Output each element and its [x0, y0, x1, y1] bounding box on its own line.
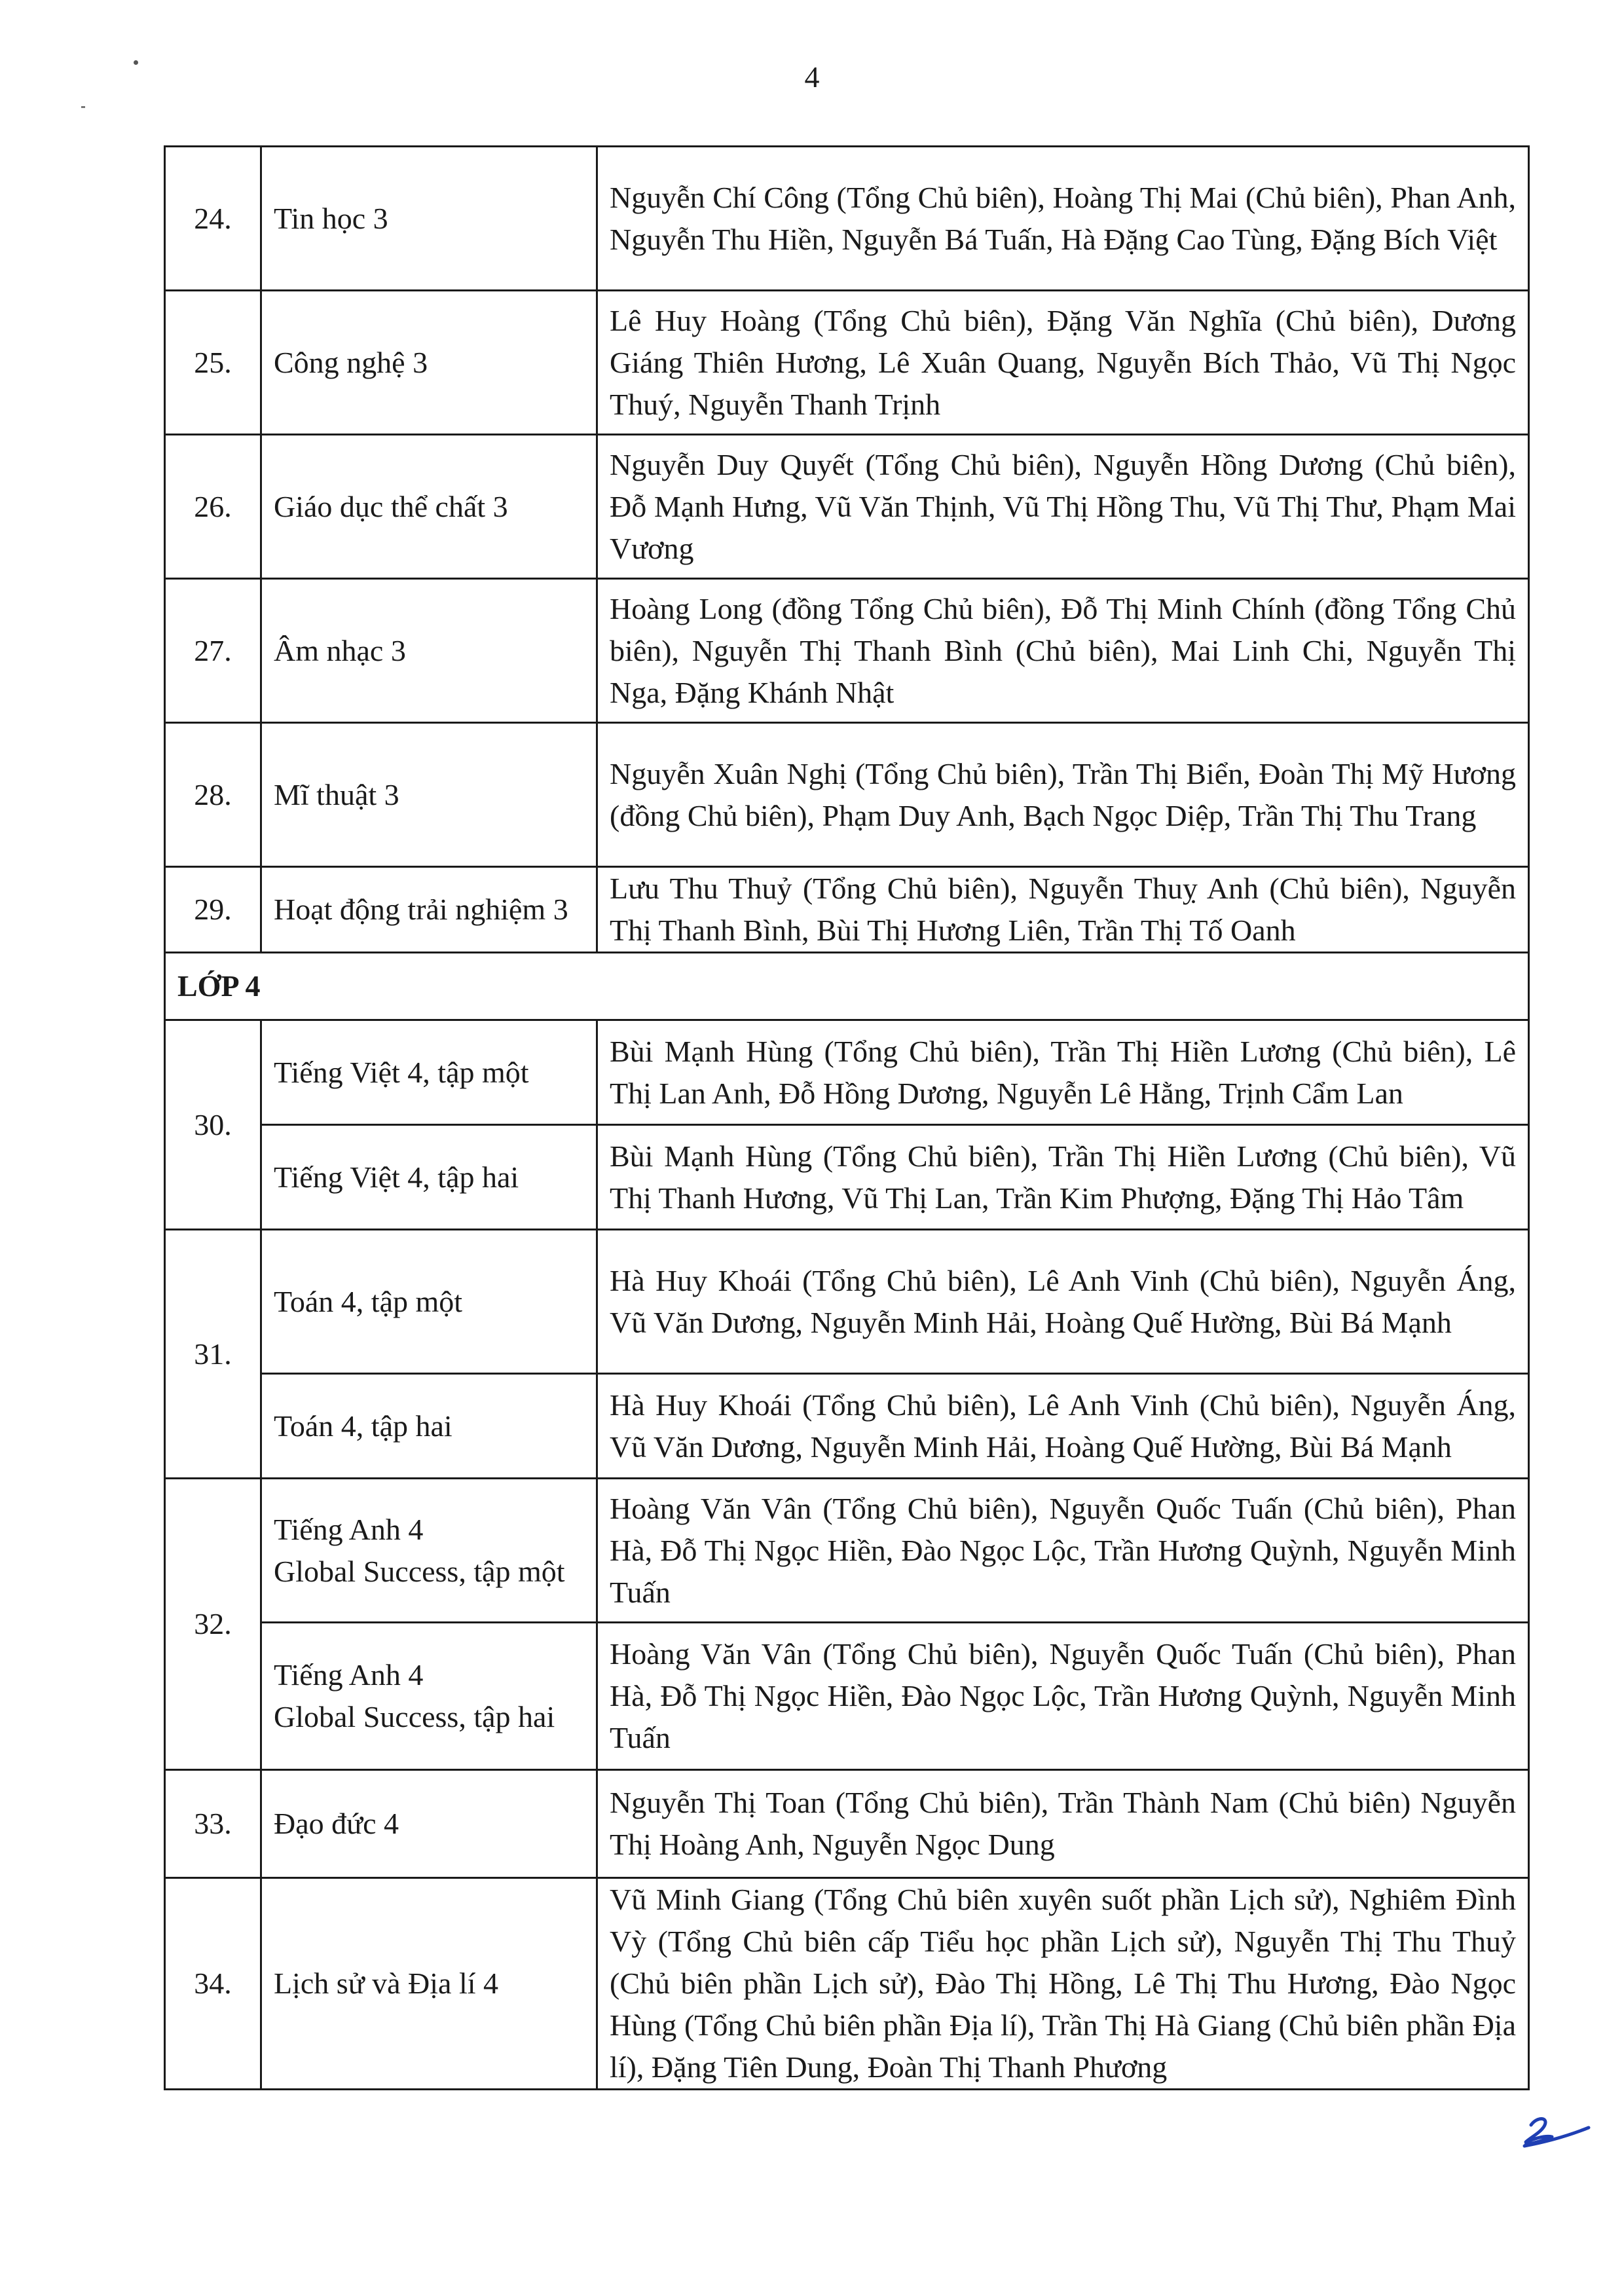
book-subtitle-line: Global Success, tập hai	[274, 1700, 555, 1733]
book-title-line: Lịch sử và Địa lí 4	[274, 1967, 499, 2000]
grade-heading: LỚP 4	[165, 953, 1529, 1020]
entry-number: 32.	[165, 1479, 261, 1770]
book-title-line: Mĩ thuật 3	[274, 777, 399, 811]
table-row	[165, 579, 1529, 723]
table-row	[165, 1020, 1529, 1125]
book-title	[261, 1770, 597, 1878]
book-authors: Nguyễn Chí Công (Tổng Chủ biên), Hoàng Thị Mai (Chủ biên), Phan Anh, Nguyễn Thu Hiền, Nguyễn Bá Tuấn, Hà Đặng Cao Tùng, Đặng Bích Việt	[597, 147, 1529, 291]
book-authors: Hoàng Văn Vân (Tổng Chủ biên), Nguyễn Quốc Tuấn (Chủ biên), Phan Hà, Đỗ Thị Ngọc Hiền, Đào Ngọc Lộc, Trần Hương Quỳnh, Nguyễn Minh Tuấn	[597, 1479, 1529, 1623]
entry-number: 29.	[165, 867, 261, 953]
book-authors: Nguyễn Xuân Nghị (Tổng Chủ biên), Trần Thị Biển, Đoàn Thị Mỹ Hương (đồng Chủ biên), Phạm Duy Anh, Bạch Ngọc Diệp, Trần Thị Thu Trang	[597, 723, 1529, 867]
book-title-line: Hoạt động trải nghiệm 3	[274, 893, 568, 926]
book-title-line: Giáo dục thể chất 3	[274, 489, 508, 523]
entry-number: 34.	[165, 1878, 261, 2090]
textbook-table	[164, 145, 1530, 2090]
book-title	[261, 1479, 597, 1623]
entry-number: 26.	[165, 435, 261, 579]
entry-number: 24.	[165, 147, 261, 291]
book-authors: Hà Huy Khoái (Tổng Chủ biên), Lê Anh Vinh (Chủ biên), Nguyễn Áng, Vũ Văn Dương, Nguyễn Minh Hải, Hoàng Quế Hường, Bùi Bá Mạnh	[597, 1230, 1529, 1374]
table-row	[165, 1878, 1529, 2090]
scan-speck	[81, 106, 85, 108]
book-title	[261, 435, 597, 579]
book-title-line: Toán 4, tập hai	[274, 1409, 452, 1443]
book-title-line: Tiếng Việt 4, tập hai	[274, 1160, 519, 1194]
book-subtitle-line: Global Success, tập một	[274, 1554, 565, 1588]
table-row	[165, 1770, 1529, 1878]
book-authors: Nguyễn Duy Quyết (Tổng Chủ biên), Nguyễn Hồng Dương (Chủ biên), Đỗ Mạnh Hưng, Vũ Văn Thịnh, Vũ Thị Hồng Thu, Vũ Thị Thư, Phạm Mai Vương	[597, 435, 1529, 579]
book-title	[261, 1230, 597, 1374]
book-title-line: Công nghệ 3	[274, 345, 428, 379]
book-authors: Hoàng Văn Vân (Tổng Chủ biên), Nguyễn Quốc Tuấn (Chủ biên), Phan Hà, Đỗ Thị Ngọc Hiền, Đào Ngọc Lộc, Trần Hương Quỳnh, Nguyễn Minh Tuấn	[597, 1623, 1529, 1770]
book-title-line: Âm nhạc 3	[274, 633, 406, 667]
table-row	[165, 723, 1529, 867]
book-title	[261, 723, 597, 867]
entry-number: 30.	[165, 1020, 261, 1230]
book-title-line: Tiếng Anh 4	[274, 1512, 424, 1546]
table-row	[165, 435, 1529, 579]
table-row	[165, 147, 1529, 291]
book-title-line: Tin học 3	[274, 201, 388, 235]
book-title-line: Đạo đức 4	[274, 1807, 399, 1840]
book-title	[261, 867, 597, 953]
book-title-line: Tiếng Anh 4	[274, 1658, 424, 1691]
book-title	[261, 291, 597, 435]
table-row	[165, 1230, 1529, 1374]
table-row	[165, 1125, 1529, 1230]
book-authors: Nguyễn Thị Toan (Tổng Chủ biên), Trần Thành Nam (Chủ biên) Nguyễn Thị Hoàng Anh, Nguyễn Ngọc Dung	[597, 1770, 1529, 1878]
book-title	[261, 1623, 597, 1770]
book-authors: Hoàng Long (đồng Tổng Chủ biên), Đỗ Thị Minh Chính (đồng Tổng Chủ biên), Nguyễn Thị Thanh Bình (Chủ biên), Mai Linh Chi, Nguyễn Thị Nga, Đặng Khánh Nhật	[597, 579, 1529, 723]
book-authors: Lưu Thu Thuỷ (Tổng Chủ biên), Nguyễn Thuỵ Anh (Chủ biên), Nguyễn Thị Thanh Bình, Bùi Thị Hương Liên, Trần Thị Tố Oanh	[597, 867, 1529, 953]
book-title	[261, 1020, 597, 1125]
book-title	[261, 147, 597, 291]
book-title-line: Tiếng Việt 4, tập một	[274, 1055, 529, 1089]
book-authors: Vũ Minh Giang (Tổng Chủ biên xuyên suốt phần Lịch sử), Nghiêm Đình Vỳ (Tổng Chủ biên cấp Tiểu học phần Lịch sử), Nguyễn Thị Thu Thuỷ (Chủ biên phần Lịch sử), Đào Thị Hồng, Lê Thị Thu Hương, Đào Ngọc Hùng (Tổng Chủ biên phần Địa lí), Trần Thị Hà Giang (Chủ biên phần Địa lí), Đặng Tiên Dung, Đoàn Thị Thanh Phương	[597, 1878, 1529, 2090]
grade-heading-row	[165, 953, 1529, 1020]
entry-number: 25.	[165, 291, 261, 435]
page-number: 4	[804, 60, 820, 94]
book-title	[261, 1374, 597, 1479]
book-title	[261, 579, 597, 723]
table-row	[165, 1479, 1529, 1623]
table-row	[165, 1374, 1529, 1479]
book-authors: Bùi Mạnh Hùng (Tổng Chủ biên), Trần Thị Hiền Lương (Chủ biên), Vũ Thị Thanh Hương, Vũ Thị Lan, Trần Kim Phượng, Đặng Thị Hảo Tâm	[597, 1125, 1529, 1230]
table-row	[165, 867, 1529, 953]
entry-number: 33.	[165, 1770, 261, 1878]
initials-signature	[1506, 2112, 1591, 2151]
entry-number: 31.	[165, 1230, 261, 1479]
entry-number: 27.	[165, 579, 261, 723]
book-authors: Lê Huy Hoàng (Tổng Chủ biên), Đặng Văn Nghĩa (Chủ biên), Dương Giáng Thiên Hương, Lê Xuân Quang, Nguyễn Bích Thảo, Vũ Thị Ngọc Thuý, Nguyễn Thanh Trịnh	[597, 291, 1529, 435]
table-row	[165, 291, 1529, 435]
book-authors: Hà Huy Khoái (Tổng Chủ biên), Lê Anh Vinh (Chủ biên), Nguyễn Áng, Vũ Văn Dương, Nguyễn Minh Hải, Hoàng Quế Hường, Bùi Bá Mạnh	[597, 1374, 1529, 1479]
book-title	[261, 1878, 597, 2090]
book-title	[261, 1125, 597, 1230]
table-row	[165, 1623, 1529, 1770]
entry-number: 28.	[165, 723, 261, 867]
book-title-line: Toán 4, tập một	[274, 1284, 463, 1318]
book-authors: Bùi Mạnh Hùng (Tổng Chủ biên), Trần Thị Hiền Lương (Chủ biên), Lê Thị Lan Anh, Đỗ Hồng Dương, Nguyễn Lê Hằng, Trịnh Cẩm Lan	[597, 1020, 1529, 1125]
